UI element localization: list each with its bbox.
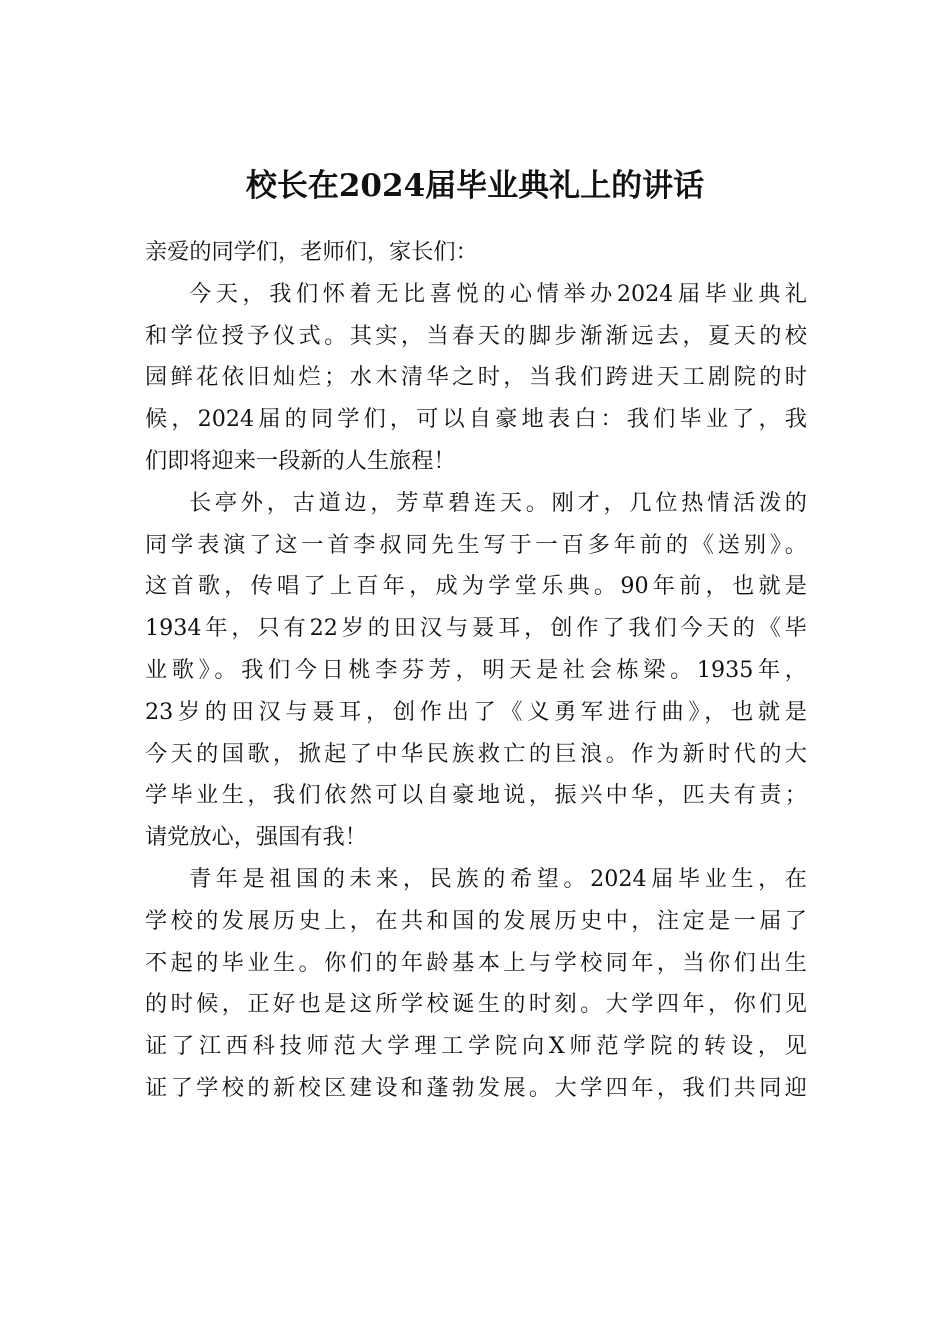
paragraph-3-line-1: 青年是祖国的未来，民族的希望。2024届毕业生，在 — [189, 865, 807, 892]
paragraph-2-line-9: 请党放心，强国有我！ — [145, 824, 367, 851]
paragraph-2-line-1: 长亭外，古道边，芳草碧连天。刚才，几位热情活泼的 — [189, 489, 807, 516]
document-title: 校长在2024届毕业典礼上的讲话 — [245, 168, 705, 204]
paragraph-2-line-8: 学毕业生，我们依然可以自豪地说，振兴中华，匹夫有责； — [145, 782, 807, 809]
paragraph-3-line-3: 不起的毕业生。你们的年龄基本上与学校同年，当你们出生 — [145, 949, 807, 976]
document-body — [145, 232, 807, 1110]
paragraph-1-line-3: 园鲜花依旧灿烂；水木清华之时，当我们跨进天工剧院的时 — [145, 364, 807, 391]
paragraph-3-line-4: 的时候，正好也是这所学校诞生的时刻。大学四年，你们见 — [145, 991, 807, 1018]
paragraph-1-line-2: 和学位授予仪式。其实，当春天的脚步渐渐远去，夏天的校 — [145, 322, 807, 349]
paragraph-3-line-6: 证了学校的新校区建设和蓬勃发展。大学四年，我们共同迎 — [145, 1074, 807, 1101]
paragraph-1-line-4: 候，2024届的同学们，可以自豪地表白：我们毕业了，我 — [145, 406, 807, 433]
paragraph-2-line-4: 1934年，只有22岁的田汉与聂耳，创作了我们今天的《毕 — [145, 615, 807, 642]
salutation: 亲爱的同学们，老师们，家长们： — [145, 239, 478, 265]
paragraph-2-line-3: 这首歌，传唱了上百年，成为学堂乐典。90年前，也就是 — [145, 573, 807, 600]
paragraph-2-line-5: 业歌》。我们今日桃李芬芳，明天是社会栋梁。1935年， — [145, 656, 807, 683]
paragraph-3-line-5: 证了江西科技师范大学理工学院向X师范学院的转设，见 — [145, 1033, 807, 1060]
paragraph-1-line-1: 今天，我们怀着无比喜悦的心情举办2024届毕业典礼 — [189, 280, 807, 307]
paragraph-1-line-5: 们即将迎来一段新的人生旅程！ — [145, 447, 456, 474]
paragraph-2-line-6: 23岁的田汉与聂耳，创作出了《义勇军进行曲》，也就是 — [145, 698, 807, 725]
paragraph-2-line-2: 同学表演了这一首李叔同先生写于一百多年前的《送别》。 — [145, 531, 807, 558]
paragraph-3-line-2: 学校的发展历史上，在共和国的发展历史中，注定是一届了 — [145, 907, 807, 934]
paragraph-2-line-7: 今天的国歌，掀起了中华民族救亡的巨浪。作为新时代的大 — [145, 740, 807, 767]
